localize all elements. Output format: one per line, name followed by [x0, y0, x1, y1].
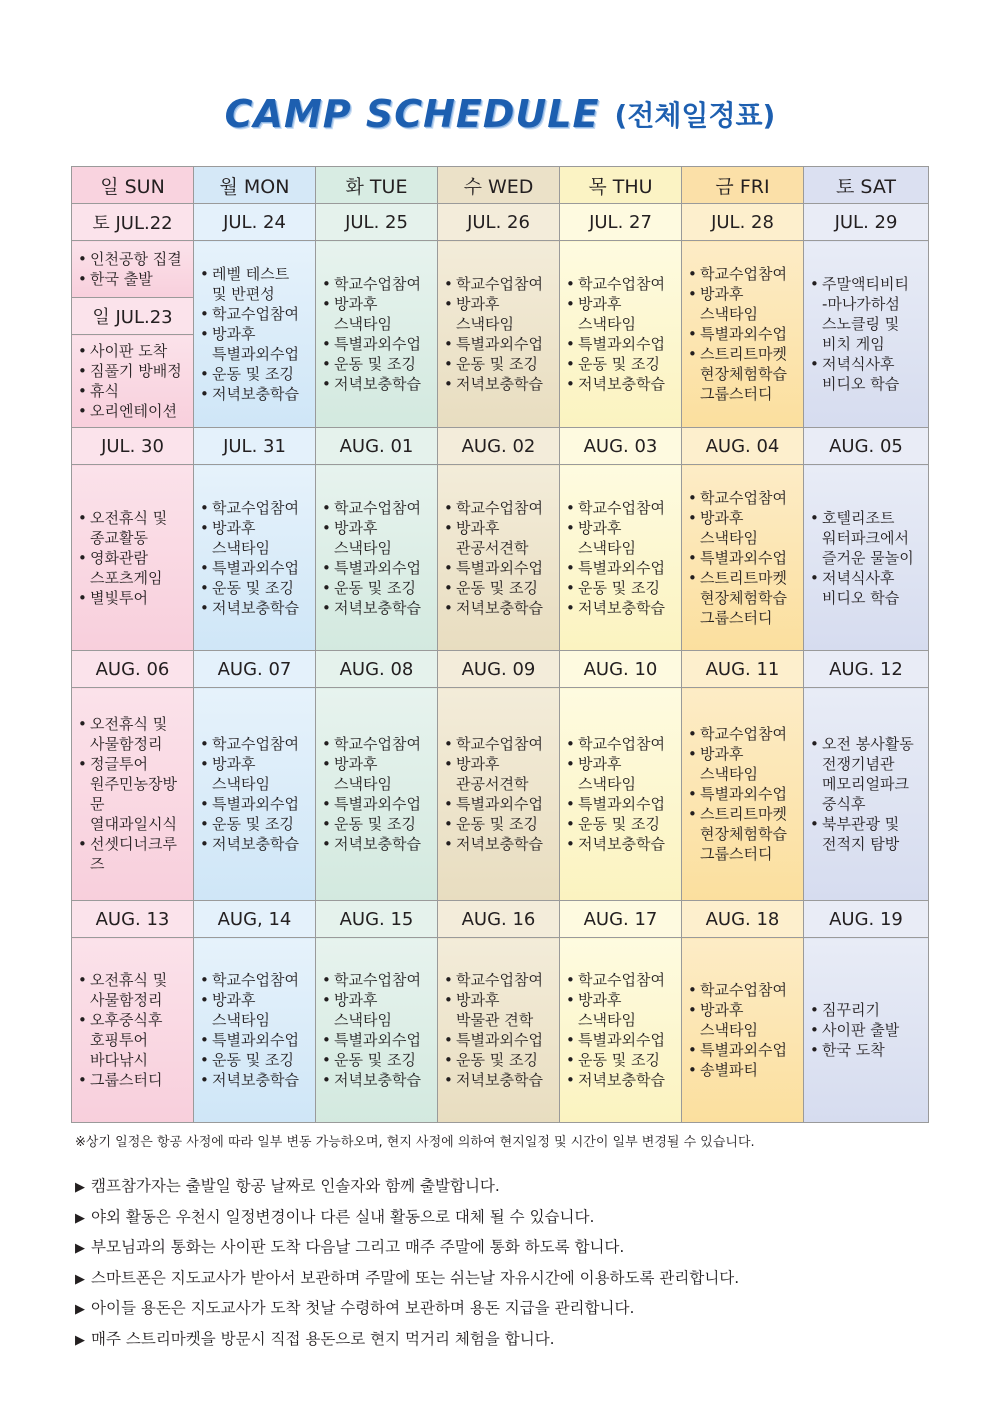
arrow-icon: ▶	[75, 1180, 85, 1195]
activity-item: • 방과후 관공서견학	[444, 518, 555, 558]
activity-item: • 인천공항 집결	[78, 249, 189, 269]
activity-item: • 호텔리조트 워터파크에서 즐거운 물놀이	[810, 508, 924, 568]
activity-item: • 방과후 스낵타임	[322, 754, 433, 794]
activity-item: • 방과후 스낵타임	[444, 294, 555, 334]
activity-item: • 운동 및 조깅	[566, 578, 677, 598]
activity-item: • 오전휴식 및 종교활동	[78, 508, 189, 548]
activity-item: • 학교수업참여	[688, 980, 799, 1000]
activity-cell	[682, 938, 804, 1123]
arrow-icon: ▶	[75, 1332, 85, 1348]
activity-item: • 학교수업참여	[444, 970, 555, 990]
date-cell: AUG. 07	[194, 651, 316, 688]
activity-cell	[316, 465, 438, 651]
guideline-item: ▶ 아이들 용돈은 지도교사가 도착 첫날 수령하여 보관하며 용돈 지급을 관리합니다.	[75, 1299, 635, 1318]
activity-item: • 특별과외수업	[200, 1030, 311, 1050]
activity-item: • 저녁보충학습	[322, 598, 433, 618]
activity-item: • 방과후 스낵타임	[566, 294, 677, 334]
activity-cell	[560, 241, 682, 428]
activity-list	[566, 274, 677, 394]
activity-item: • 운동 및 조깅	[444, 578, 555, 598]
activity-item: • 선셋디너크루즈	[78, 834, 189, 874]
activity-list	[78, 249, 189, 289]
activity-list	[200, 970, 311, 1090]
activity-cell	[72, 688, 194, 901]
activity-item: • 운동 및 조깅	[200, 364, 311, 384]
date-cell: AUG. 19	[804, 901, 929, 938]
activity-list	[444, 734, 555, 854]
activity-item: • 스트리트마켓 현장체험학습 그룹스터디	[688, 568, 799, 628]
activity-item: • 휴식	[78, 381, 189, 401]
day-header: 화 TUE	[316, 167, 438, 204]
activity-item: • 저녁보충학습	[200, 384, 311, 404]
activity-item: • 오후중식후 호핑투어 바다낚시	[78, 1010, 189, 1070]
activity-item: • 학교수업참여	[688, 488, 799, 508]
activity-list	[810, 274, 924, 394]
activity-item: • 저녁보충학습	[322, 1070, 433, 1090]
activity-item: • 학교수업참여	[322, 274, 433, 294]
guideline-item: ▶ 매주 스트리마켓을 방문시 직접 용돈으로 현지 먹거리 체험을 합니다.	[75, 1329, 555, 1348]
activity-item: • 방과후 박물관 견학	[444, 990, 555, 1030]
activity-item: • 사이판 출발	[810, 1020, 924, 1040]
activity-list	[444, 970, 555, 1090]
day-header: 목 THU	[560, 167, 682, 204]
activity-item: • 특별과외수업	[322, 794, 433, 814]
activity-cell	[194, 938, 316, 1123]
arrow-icon: ▶	[75, 1241, 85, 1257]
activity-list	[566, 734, 677, 854]
activity-item: • 학교수업참여	[566, 970, 677, 990]
activity-item: • 특별과외수업	[200, 558, 311, 578]
date-cell: JUL. 30	[72, 428, 194, 465]
activity-cell	[194, 465, 316, 651]
activity-item: • 방과후 스낵타임	[688, 284, 799, 324]
date-cell: 일 JUL.23	[72, 298, 194, 335]
activity-item: • 송별파티	[688, 1060, 799, 1080]
activity-item: • 운동 및 조깅	[200, 578, 311, 598]
activity-cell	[560, 938, 682, 1123]
activity-item: • 저녁보충학습	[566, 1070, 677, 1090]
activity-item: • 방과후 특별과외수업	[200, 324, 311, 364]
activity-item: • 운동 및 조깅	[322, 578, 433, 598]
date-cell: AUG. 04	[682, 428, 804, 465]
activity-list	[322, 734, 433, 854]
activity-item: • 저녁보충학습	[322, 834, 433, 854]
activity-item: • 운동 및 조깅	[566, 1050, 677, 1070]
activity-item: • 학교수업참여	[444, 274, 555, 294]
date-cell: AUG. 17	[560, 901, 682, 938]
date-cell: JUL. 31	[194, 428, 316, 465]
activity-item: • 운동 및 조깅	[566, 354, 677, 374]
activity-item: • 특별과외수업	[444, 1030, 555, 1050]
activity-list	[444, 498, 555, 618]
schedule-table	[71, 166, 929, 1123]
activity-cell	[72, 465, 194, 651]
activity-list	[200, 264, 311, 404]
activity-item: • 방과후 스낵타임	[688, 1000, 799, 1040]
activity-cell	[438, 938, 560, 1123]
date-cell: AUG. 05	[804, 428, 929, 465]
guideline-item: ▶ 야외 활동은 우천시 일정변경이나 다른 실내 활동으로 대체 될 수 있습니다.	[75, 1207, 595, 1226]
date-cell: AUG. 01	[316, 428, 438, 465]
activity-list	[200, 498, 311, 618]
activity-item: • 운동 및 조깅	[444, 814, 555, 834]
activity-list	[688, 724, 799, 864]
activity-item: • 특별과외수업	[444, 558, 555, 578]
day-header: 일 SUN	[72, 167, 194, 204]
activity-item: • 스트리트마켓 현장체험학습 그룹스터디	[688, 804, 799, 864]
date-cell: AUG. 10	[560, 651, 682, 688]
activity-item: • 오리엔테이션	[78, 401, 189, 421]
activity-item: • 학교수업참여	[322, 498, 433, 518]
activity-row	[72, 688, 929, 901]
activity-item: • 운동 및 조깅	[322, 814, 433, 834]
activity-item: • 운동 및 조깅	[322, 1050, 433, 1070]
activity-item: • 방과후 스낵타임	[200, 518, 311, 558]
activity-item: • 학교수업참여	[200, 970, 311, 990]
activity-list	[566, 498, 677, 618]
activity-item: • 학교수업참여	[444, 734, 555, 754]
activity-item: • 방과후 스낵타임	[322, 990, 433, 1030]
activity-list	[566, 970, 677, 1090]
activity-cell	[682, 241, 804, 428]
activity-list	[322, 970, 433, 1090]
guideline-item: ▶ 부모님과의 통화는 사이판 도착 다음날 그리고 매주 주말에 통화 하도록 합니다.	[75, 1238, 625, 1257]
activity-list	[688, 980, 799, 1080]
schedule-note: ※상기 일정은 항공 사정에 따라 일부 변동 가능하오며, 현지 사정에 의하여 현지일정 및 시간이 일부 변경될 수 있습니다.	[75, 1135, 755, 1150]
activity-item: • 저녁보충학습	[200, 1070, 311, 1090]
arrow-icon: ▶	[75, 1302, 85, 1318]
guideline-item: ▶ 캠프참가자는 출발일 항공 날짜로 인솔자와 함께 출발합니다.	[75, 1177, 500, 1195]
arrow-icon: ▶	[75, 1210, 85, 1226]
date-cell: JUL. 27	[560, 204, 682, 241]
activity-list	[444, 274, 555, 394]
activity-cell	[72, 938, 194, 1123]
activity-item: • 오전 봉사활동 전쟁기념관 메모리얼파크 중식후	[810, 734, 924, 814]
activity-cell	[804, 938, 929, 1123]
activity-item: • 짐풀기 방배정	[78, 361, 189, 381]
sun-activity-cell	[72, 335, 194, 428]
activity-item: • 특별과외수업	[688, 324, 799, 344]
activity-cell	[316, 938, 438, 1123]
activity-item: • 방과후 관공서견학	[444, 754, 555, 794]
date-row	[72, 204, 929, 241]
date-cell: 토 JUL.22	[72, 204, 194, 241]
activity-item: • 방과후 스낵타임	[688, 744, 799, 784]
activity-item: • 저녁보충학습	[566, 834, 677, 854]
guideline-item: ▶ 스마트폰은 지도교사가 받아서 보관하며 주말에 또는 쉬는날 자유시간에 이용하도록 관리합니다.	[75, 1268, 740, 1287]
activity-item: • 학교수업참여	[200, 304, 311, 324]
activity-item: • 특별과외수업	[566, 334, 677, 354]
activity-list	[688, 264, 799, 404]
date-cell: AUG. 11	[682, 651, 804, 688]
activity-cell	[316, 241, 438, 428]
date-cell: AUG. 16	[438, 901, 560, 938]
activity-item: • 방과후 스낵타임	[200, 990, 311, 1030]
activity-item: • 학교수업참여	[688, 264, 799, 284]
activity-list	[810, 734, 924, 854]
activity-item: • 학교수업참여	[688, 724, 799, 744]
date-cell: JUL. 24	[194, 204, 316, 241]
day-header: 금 FRI	[682, 167, 804, 204]
activity-item: • 방과후 스낵타임	[566, 990, 677, 1030]
activity-item: • 운동 및 조깅	[322, 354, 433, 374]
page-subtitle: (전체일정표)	[614, 99, 776, 132]
activity-item: • 저녁식사후 비디오 학습	[810, 568, 924, 608]
activity-cell	[194, 688, 316, 901]
activity-item: • 특별과외수업	[566, 558, 677, 578]
activity-item: • 운동 및 조깅	[444, 354, 555, 374]
activity-item: • 학교수업참여	[200, 734, 311, 754]
activity-cell	[682, 465, 804, 651]
day-header: 월 MON	[194, 167, 316, 204]
activity-cell	[682, 688, 804, 901]
activity-item: • 특별과외수업	[322, 1030, 433, 1050]
activity-item: • 학교수업참여	[322, 734, 433, 754]
activity-item: • 방과후 스낵타임	[322, 294, 433, 334]
activity-item: • 한국 도착	[810, 1040, 924, 1060]
activity-item: • 오전휴식 및 사물함정리	[78, 714, 189, 754]
activity-item: • 레벨 테스트 및 반편성	[200, 264, 311, 304]
activity-cell	[804, 465, 929, 651]
activity-list	[810, 1000, 924, 1060]
day-header: 수 WED	[438, 167, 560, 204]
activity-item: • 저녁보충학습	[444, 374, 555, 394]
activity-item: • 학교수업참여	[200, 498, 311, 518]
activity-cell	[560, 465, 682, 651]
sun-activity-cell	[72, 241, 194, 298]
activity-item: • 방과후 스낵타임	[688, 508, 799, 548]
activity-item: • 방과후 스낵타임	[200, 754, 311, 794]
activity-row	[72, 465, 929, 651]
activity-list	[322, 498, 433, 618]
activity-item: • 방과후 스낵타임	[566, 518, 677, 558]
activity-item: • 저녁보충학습	[566, 374, 677, 394]
activity-item: • 특별과외수업	[200, 794, 311, 814]
date-cell: AUG, 14	[194, 901, 316, 938]
activity-item: • 영화관람 스포츠게임	[78, 548, 189, 588]
activity-cell	[438, 465, 560, 651]
activity-item: • 특별과외수업	[322, 558, 433, 578]
date-cell: AUG. 18	[682, 901, 804, 938]
date-cell: JUL. 28	[682, 204, 804, 241]
date-cell: AUG. 08	[316, 651, 438, 688]
activity-row	[72, 938, 929, 1123]
date-cell: JUL. 25	[316, 204, 438, 241]
activity-cell	[560, 688, 682, 901]
date-row	[72, 901, 929, 938]
activity-item: • 특별과외수업	[688, 784, 799, 804]
activity-cell	[194, 241, 316, 428]
activity-item: • 특별과외수업	[688, 1040, 799, 1060]
activity-item: • 학교수업참여	[322, 970, 433, 990]
page-title: CAMP SCHEDULE	[224, 92, 600, 136]
date-cell: AUG. 09	[438, 651, 560, 688]
activity-item: • 사이판 도착	[78, 341, 189, 361]
activity-item: • 짐꾸리기	[810, 1000, 924, 1020]
activity-item: • 방과후 스낵타임	[566, 754, 677, 794]
activity-item: • 특별과외수업	[688, 548, 799, 568]
activity-item: • 주말액티비티 -마나가하섬 스노클링 및 비치 게임	[810, 274, 924, 354]
activity-item: • 운동 및 조깅	[566, 814, 677, 834]
activity-list	[810, 508, 924, 608]
activity-item: • 정글투어 원주민농장방문 열대과일시식	[78, 754, 189, 834]
activity-item: • 저녁보충학습	[444, 834, 555, 854]
activity-list	[78, 508, 189, 608]
date-cell: AUG. 15	[316, 901, 438, 938]
activity-item: • 별빛투어	[78, 588, 189, 608]
date-cell: JUL. 26	[438, 204, 560, 241]
activity-cell	[804, 241, 929, 428]
activity-item: • 저녁보충학습	[200, 598, 311, 618]
activity-cell	[804, 688, 929, 901]
activity-list	[322, 274, 433, 394]
activity-item: • 특별과외수업	[566, 794, 677, 814]
activity-item: • 북부관광 및 전적지 탐방	[810, 814, 924, 854]
activity-item: • 저녁보충학습	[200, 834, 311, 854]
activity-item: • 학교수업참여	[566, 498, 677, 518]
day-header: 토 SAT	[804, 167, 929, 204]
activity-item: • 학교수업참여	[566, 734, 677, 754]
date-row	[72, 428, 929, 465]
date-cell: AUG. 12	[804, 651, 929, 688]
activity-item: • 운동 및 조깅	[200, 1050, 311, 1070]
activity-item: • 한국 출발	[78, 269, 189, 289]
activity-item: • 스트리트마켓 현장체험학습 그룹스터디	[688, 344, 799, 404]
date-cell: AUG. 13	[72, 901, 194, 938]
activity-item: • 운동 및 조깅	[444, 1050, 555, 1070]
activity-list	[688, 488, 799, 628]
activity-item: • 저녁보충학습	[322, 374, 433, 394]
activity-item: • 방과후 스낵타임	[322, 518, 433, 558]
activity-item: • 저녁보충학습	[444, 1070, 555, 1090]
activity-item: • 저녁보충학습	[444, 598, 555, 618]
date-cell: JUL. 29	[804, 204, 929, 241]
activity-item: • 학교수업참여	[566, 274, 677, 294]
activity-item: • 특별과외수업	[566, 1030, 677, 1050]
activity-cell	[438, 688, 560, 901]
activity-list	[78, 970, 189, 1090]
activity-item: • 특별과외수업	[444, 334, 555, 354]
activity-item: • 운동 및 조깅	[200, 814, 311, 834]
activity-item: • 특별과외수업	[444, 794, 555, 814]
activity-row	[72, 241, 929, 298]
activity-item: • 오전휴식 및 사물함정리	[78, 970, 189, 1010]
activity-list	[78, 714, 189, 874]
activity-item: • 그룹스터디	[78, 1070, 189, 1090]
date-row	[72, 651, 929, 688]
activity-cell	[316, 688, 438, 901]
activity-item: • 특별과외수업	[322, 334, 433, 354]
page-header	[0, 92, 1000, 152]
guideline-list	[75, 1172, 739, 1356]
activity-list	[78, 341, 189, 421]
activity-list	[200, 734, 311, 854]
date-cell: AUG. 03	[560, 428, 682, 465]
activity-item: • 학교수업참여	[444, 498, 555, 518]
arrow-icon: ▶	[75, 1271, 85, 1287]
activity-cell	[438, 241, 560, 428]
date-cell: AUG. 02	[438, 428, 560, 465]
activity-item: • 저녁보충학습	[566, 598, 677, 618]
day-header-row	[72, 167, 929, 204]
date-cell: AUG. 06	[72, 651, 194, 688]
activity-item: • 저녁식사후 비디오 학습	[810, 354, 924, 394]
